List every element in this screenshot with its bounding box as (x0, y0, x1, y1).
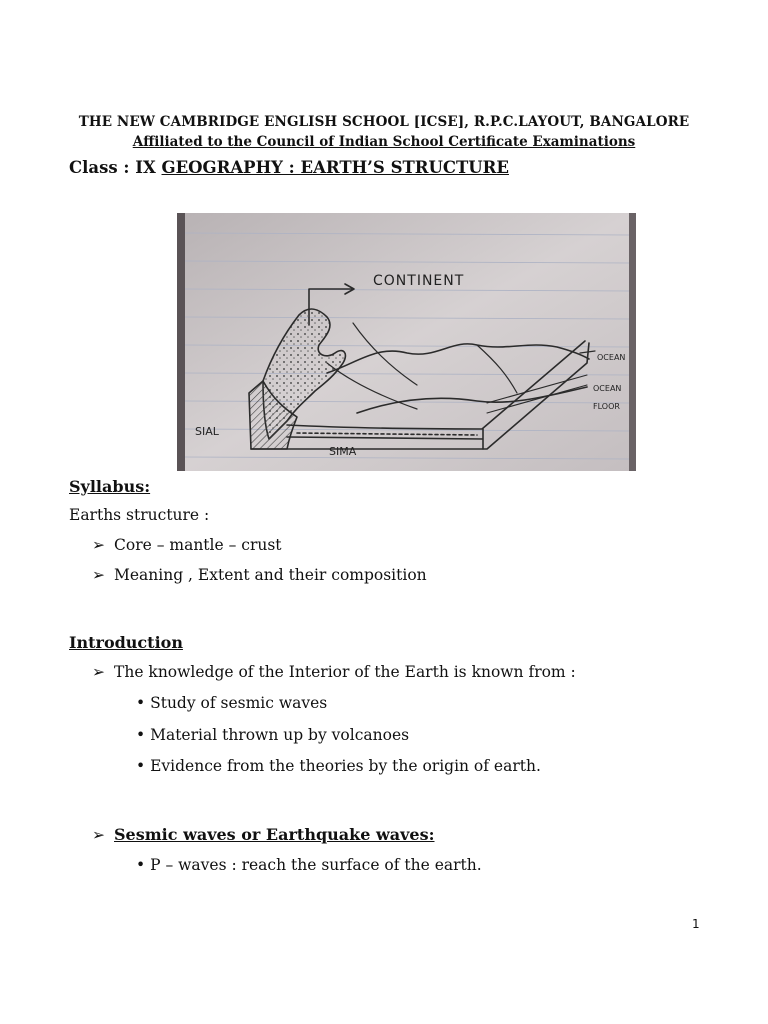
class-title (69, 158, 509, 177)
introduction-bullet-text: Evidence from the theories by the origin of earth. (150, 757, 541, 775)
bullet-icon: • (136, 694, 146, 712)
photo-dark-edge-right (629, 213, 636, 471)
subject-title: GEOGRAPHY : EARTH’S STRUCTURE (161, 158, 509, 177)
arrow-bullet-icon: ➢ (92, 826, 105, 844)
introduction-bullet (136, 726, 409, 744)
arrow-bullet-icon: ➢ (92, 536, 105, 554)
introduction-heading: Introduction (69, 633, 183, 652)
syllabus-item-text: Core – mantle – crust (114, 536, 282, 554)
earth-structure-diagram (177, 213, 636, 471)
bullet-icon: • (136, 757, 146, 775)
label-ocean-floor-1: OCEAN (593, 384, 622, 393)
arrow-bullet-icon: ➢ (92, 566, 105, 584)
photo-background (177, 213, 636, 471)
syllabus-heading: Syllabus: (69, 477, 151, 496)
affiliation-text: Affiliated to the Council of Indian School Certificate Examinations (132, 134, 636, 150)
introduction-lead-text: The knowledge of the Interior of the Earth is known from : (114, 663, 576, 681)
affiliation-line (0, 134, 768, 150)
syllabus-item (92, 566, 427, 584)
seismic-heading-line (92, 825, 435, 844)
label-ocean: OCEAN (597, 353, 626, 362)
bullet-icon: • (136, 726, 146, 744)
introduction-lead (92, 663, 576, 681)
syllabus-item-text: Meaning , Extent and their composition (114, 566, 427, 584)
seismic-heading: Sesmic waves or Earthquake waves: (114, 825, 435, 844)
seismic-bullet-text: P – waves : reach the surface of the earth. (150, 856, 482, 874)
school-name: THE NEW CAMBRIDGE ENGLISH SCHOOL [ICSE], R.P.C.LAYOUT, BANGALORE (78, 114, 690, 130)
bullet-icon: • (136, 856, 146, 874)
label-sial: SIAL (195, 425, 219, 438)
page-number: 1 (692, 917, 700, 931)
label-sima: SIMA (329, 445, 357, 458)
photo-dark-edge-left (177, 213, 185, 471)
syllabus-intro: Earths structure : (69, 506, 210, 524)
introduction-bullet-text: Material thrown up by volcanoes (150, 726, 410, 744)
label-ocean-floor-2: FLOOR (593, 402, 620, 411)
introduction-bullet (136, 694, 327, 712)
arrow-bullet-icon: ➢ (92, 663, 105, 681)
class-label: Class : IX (69, 158, 162, 177)
label-continent: CONTINENT (373, 273, 465, 289)
seismic-bullet (136, 856, 482, 874)
introduction-bullet (136, 757, 541, 775)
syllabus-item (92, 536, 282, 554)
introduction-bullet-text: Study of sesmic waves (150, 694, 328, 712)
